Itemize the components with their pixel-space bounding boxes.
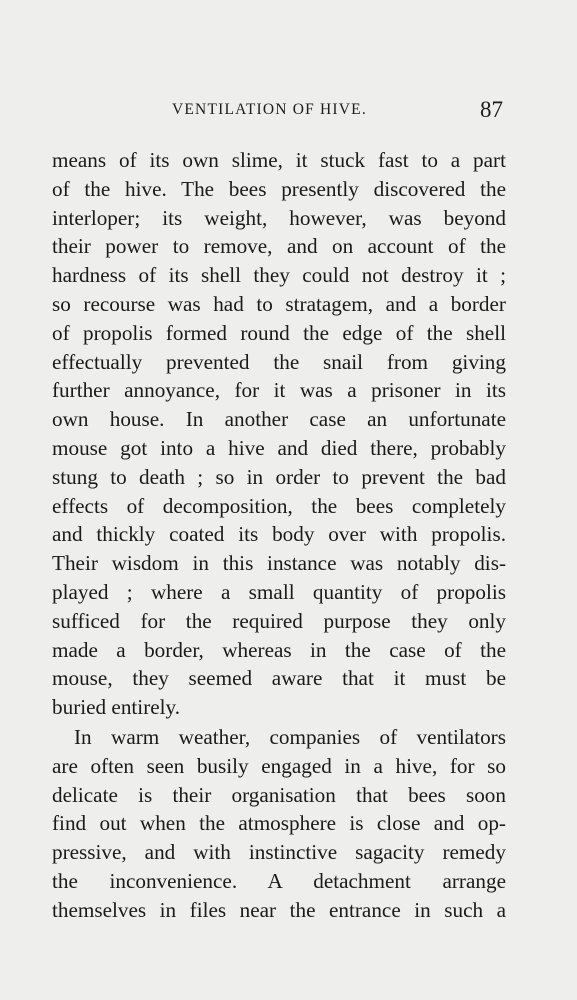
text-line: In warm weather, companies of ventilators [74,724,506,749]
paragraph [52,723,506,925]
text-line: buried entirely. [52,695,181,720]
paragraph [52,146,506,722]
text-line: made a border, whereas in the case of the [52,637,506,662]
text-line: so recourse was had to stratagem, and a border [52,291,506,316]
text-line: their power to remove, and on account of the [52,234,506,259]
text-line: find out when the atmosphere is close and op- [52,811,506,836]
text-line: of propolis formed round the edge of the shell [52,320,506,345]
text-line: are often seen busily engaged in a hive, for so [52,753,506,778]
text-line: delicate is their organisation that bees soon [52,782,506,807]
running-head: VENTILATION OF HIVE. [172,101,367,118]
text-line: pressive, and with instinctive sagacity remedy [52,840,506,865]
text-line: played ; where a small quantity of propolis [52,579,506,604]
text-line: own house. In another case an unfortunate [52,407,506,432]
text-line: mouse, they seemed aware that it must be [52,666,506,691]
page-number: 87 [480,97,503,122]
text-line: mouse got into a hive and died there, probably [52,435,506,460]
text-line: themselves in files near the entrance in such a [52,897,506,922]
text-line: Their wisdom in this instance was notably dis- [52,551,506,576]
text-line: the inconvenience. A detachment arrange [52,868,506,893]
text-line: effectually prevented the snail from giving [52,349,506,374]
text-line: and thickly coated its body over with propolis. [52,522,506,547]
text-line: stung to death ; so in order to prevent the bad [52,464,506,489]
text-line: effects of decomposition, the bees completely [52,493,506,518]
text-line: means of its own slime, it stuck fast to a part [52,148,506,172]
text-line: sufficed for the required purpose they only [52,608,506,633]
text-line: further annoyance, for it was a prisoner in its [52,378,506,403]
text-line: of the hive. The bees presently discovered the [52,176,506,201]
text-line: hardness of its shell they could not destroy it ; [52,263,506,288]
body-text [52,146,506,925]
text-line: interloper; its weight, however, was beyond [52,205,506,230]
